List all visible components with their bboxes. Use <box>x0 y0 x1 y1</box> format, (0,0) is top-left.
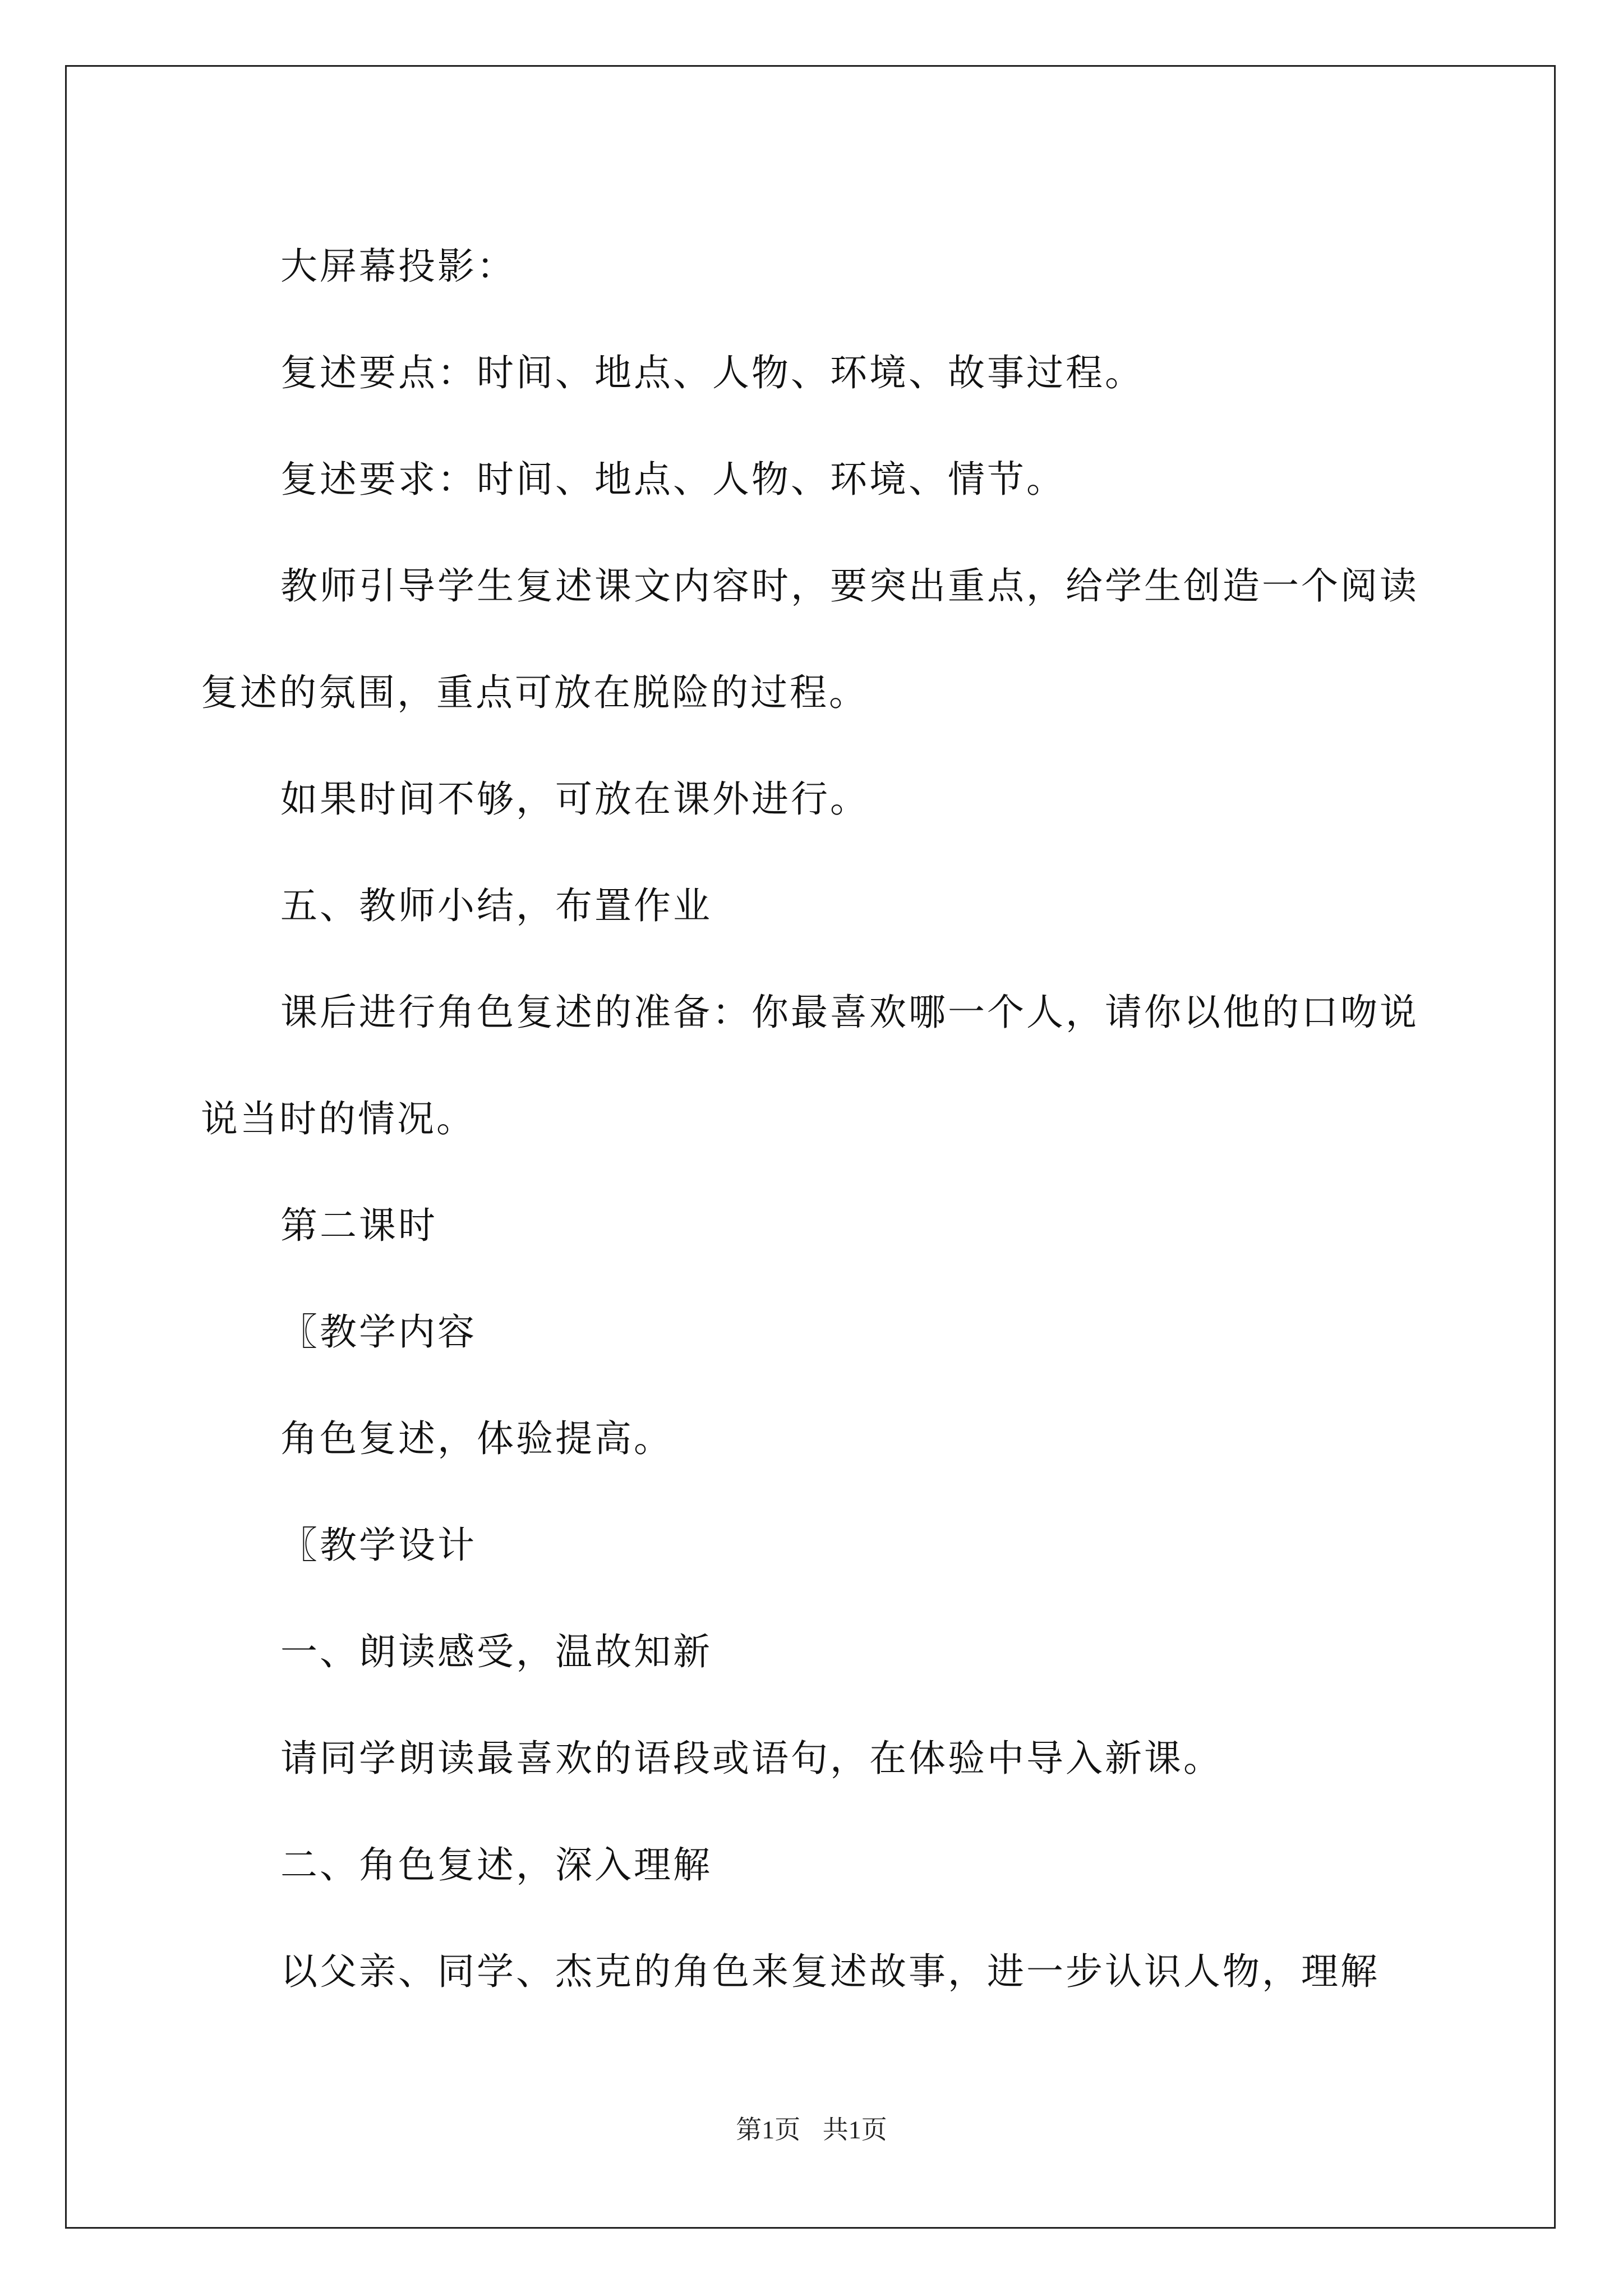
paragraph: 角色复述，体验提高。 <box>280 1417 673 1460</box>
page-number: 第1页 <box>736 2115 801 2144</box>
page-footer <box>0 2109 1623 2146</box>
section-heading: 五、教师小结，布置作业 <box>280 884 712 927</box>
section-heading: 二、角色复述，深入理解 <box>280 1843 712 1887</box>
paragraph: 复述要求：时间、地点、人物、环境、情节。 <box>280 458 1066 501</box>
paragraph: 请同学朗读最喜欢的语段或语句，在体验中导入新课。 <box>280 1737 1223 1780</box>
section-heading: 第二课时 <box>280 1204 437 1247</box>
paragraph: 课后进行角色复述的准备：你最喜欢哪一个人，请你以他的口吻说说当时的情况。 <box>201 991 1419 1140</box>
paragraph: 复述要点：时间、地点、人物、环境、故事过程。 <box>280 351 1144 394</box>
paragraph: 大屏幕投影： <box>280 245 516 288</box>
section-heading: 〖教学内容 <box>280 1310 477 1354</box>
paragraph: 以父亲、同学、杰克的角色来复述故事，进一步认识人物，理解 <box>280 1950 1380 1993</box>
paragraph: 教师引导学生复述课文内容时，要突出重点，给学生创造一个阅读复述的氛围，重点可放在脱险的过程。 <box>201 564 1419 714</box>
paragraph: 如果时间不够，可放在课外进行。 <box>280 777 869 821</box>
document-body <box>201 213 1428 2025</box>
section-heading: 一、朗读感受，温故知新 <box>280 1630 712 1673</box>
section-heading: 〖教学设计 <box>280 1524 477 1567</box>
page-count: 共1页 <box>822 2115 887 2144</box>
